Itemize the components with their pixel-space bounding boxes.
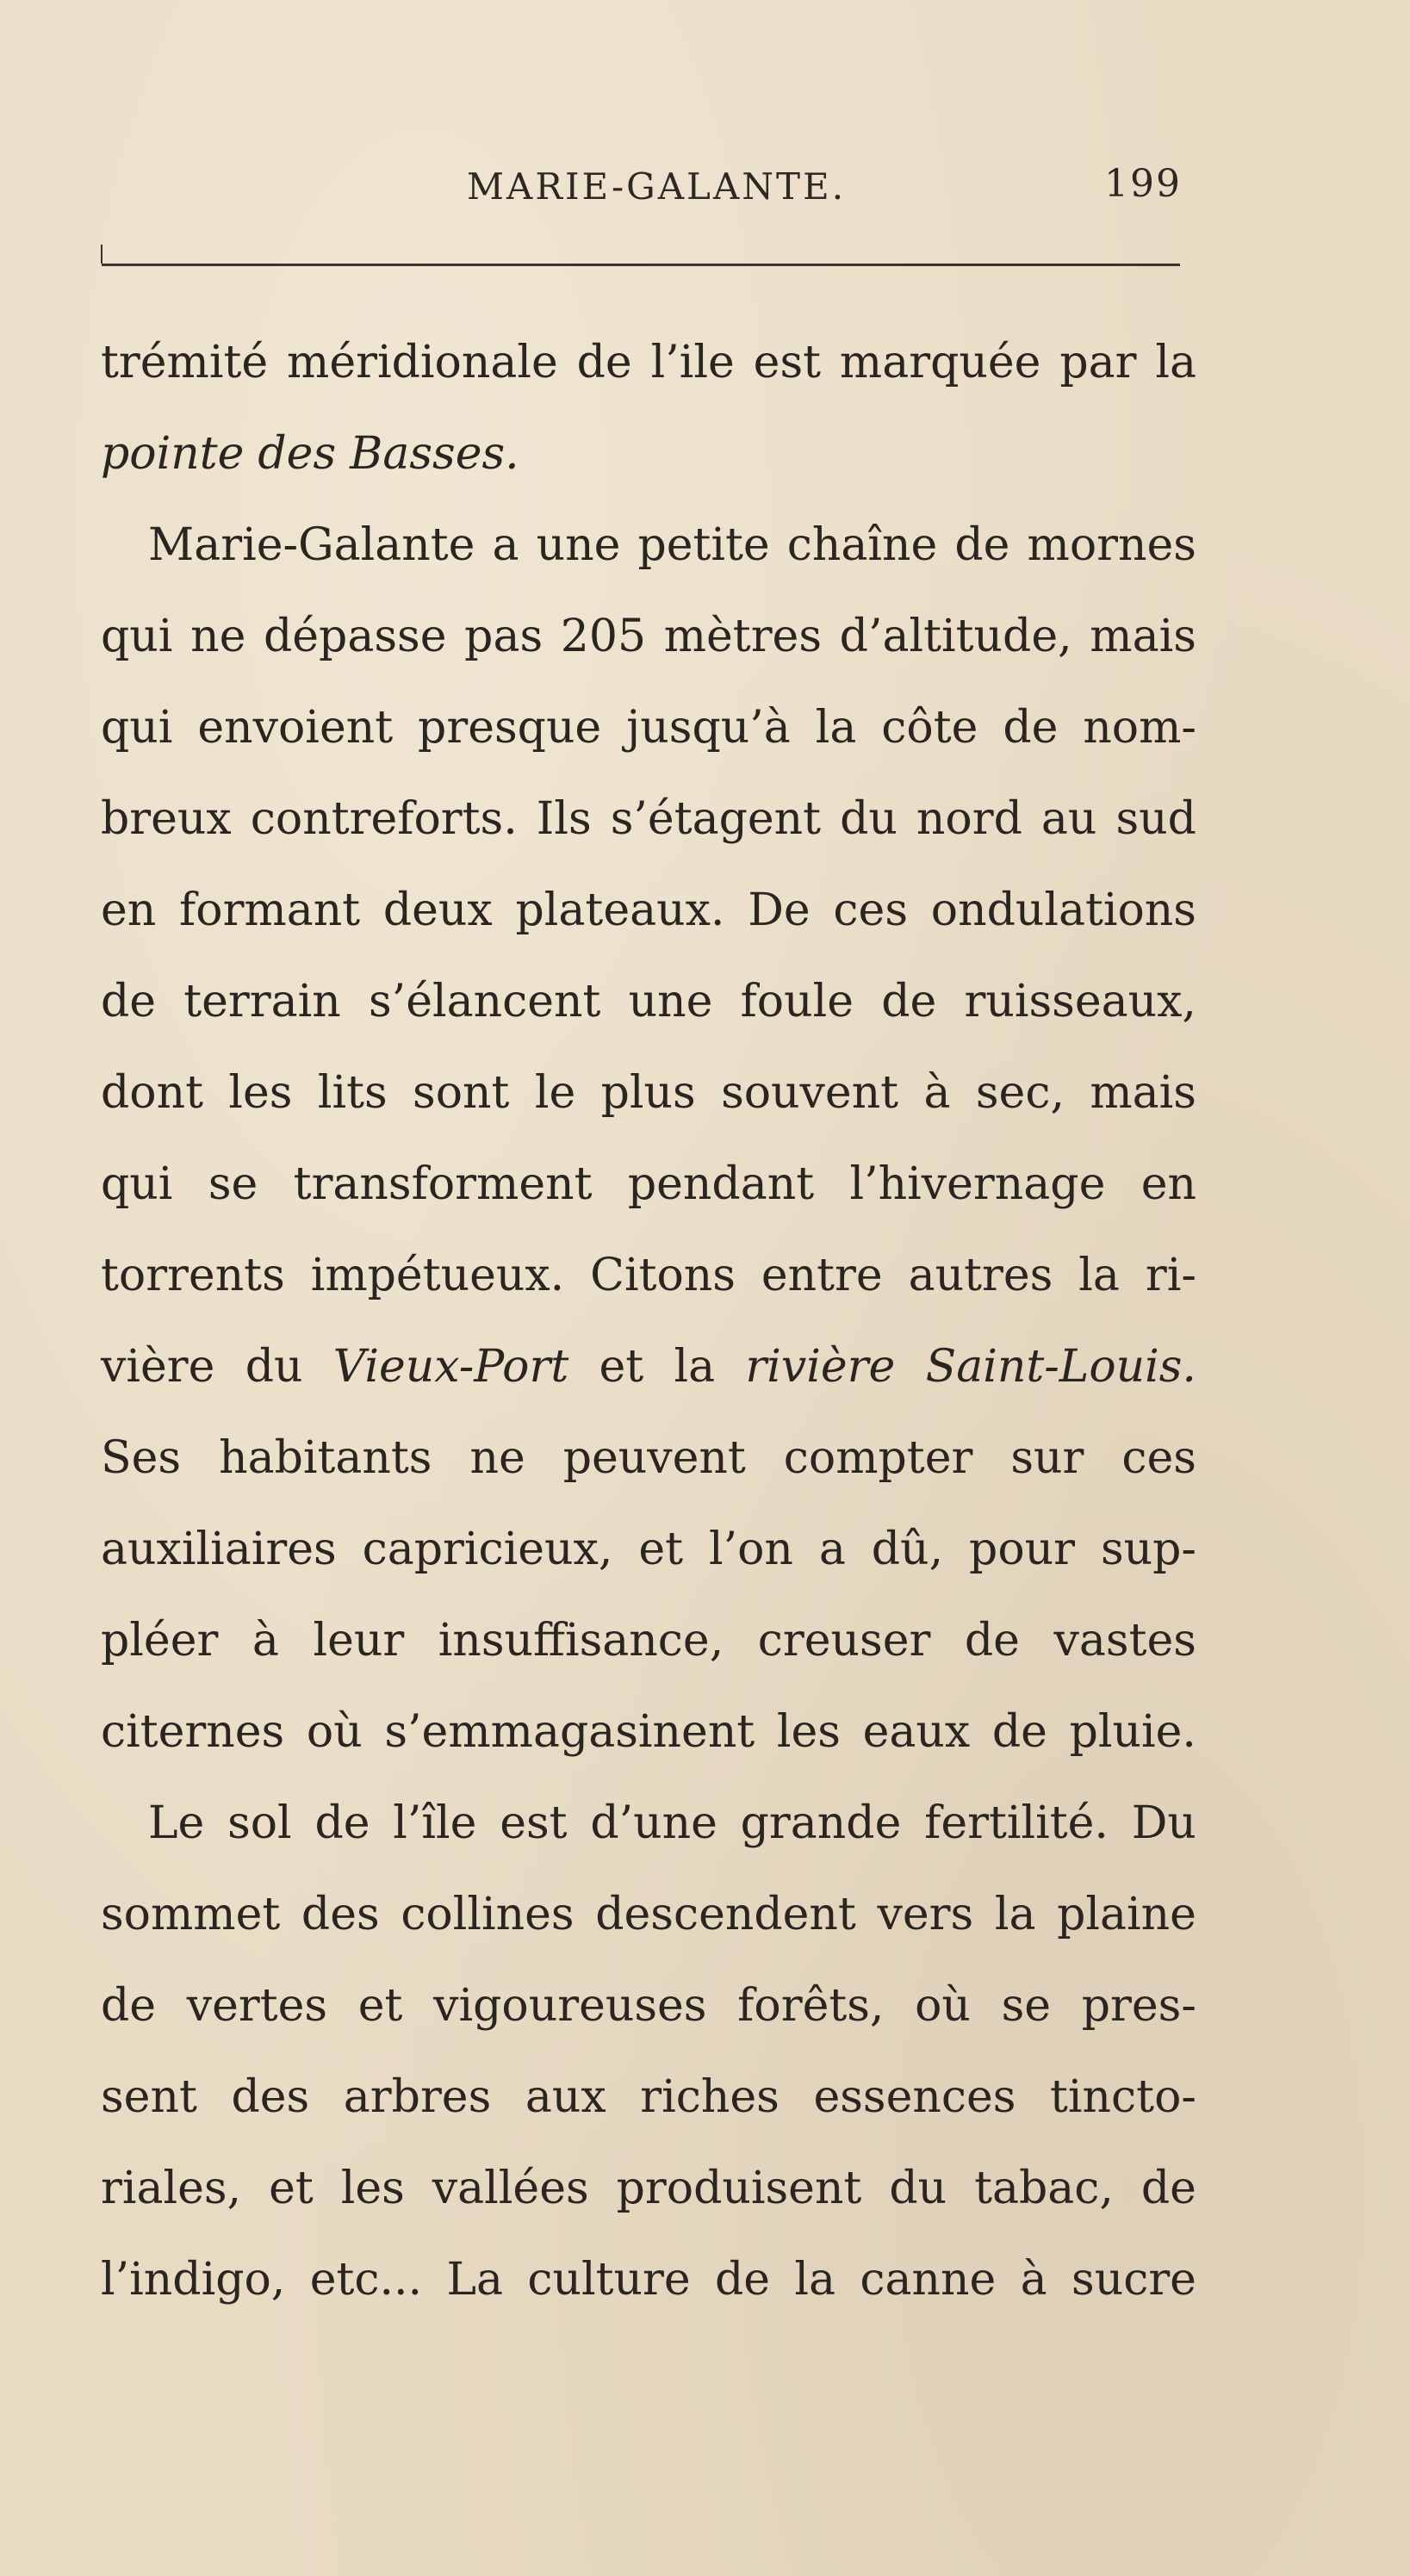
word: plateaux.: [515, 885, 725, 936]
word: en: [1140, 1158, 1196, 1210]
word: ruisseaux,: [964, 976, 1196, 1027]
text-line: [101, 1778, 1196, 1869]
word: de: [1140, 2163, 1196, 2214]
word: qui: [101, 611, 173, 662]
word: sommet: [101, 1889, 281, 1940]
word: sol: [227, 1797, 292, 1849]
word: deux: [382, 885, 493, 936]
word: descendent: [595, 1889, 856, 1940]
word: de: [101, 976, 157, 1027]
text-line: [101, 2234, 1196, 2325]
text-line: [101, 1960, 1196, 2051]
text-line: [101, 682, 1196, 773]
word: à: [252, 1615, 279, 1667]
word: torrents: [101, 1250, 285, 1301]
word: Vieux-Port: [332, 1341, 569, 1393]
word: fertilité.: [924, 1797, 1109, 1849]
word: vers: [877, 1889, 974, 1940]
word: peuvent: [562, 1432, 746, 1484]
word: rivière: [745, 1341, 896, 1393]
word: de: [101, 1980, 157, 2032]
word: vastes: [1053, 1615, 1196, 1667]
word: 205: [560, 611, 647, 662]
word: grande: [740, 1797, 902, 1849]
word: Ses: [101, 1432, 182, 1484]
word: pour: [969, 1524, 1075, 1575]
word: dû,: [871, 1524, 944, 1575]
word: et: [638, 1524, 683, 1575]
word: l’on: [708, 1524, 793, 1575]
word: l’île: [393, 1797, 477, 1849]
word: par: [1059, 337, 1137, 388]
word: les: [776, 1706, 841, 1758]
word: pléer: [101, 1615, 219, 1667]
word: ri-: [1145, 1250, 1196, 1301]
word: Le: [148, 1797, 205, 1849]
word: d’une: [590, 1797, 717, 1849]
word: terrain: [183, 976, 341, 1027]
word: ces: [833, 885, 909, 936]
word: des: [301, 1889, 380, 1940]
word: la: [674, 1341, 716, 1393]
word: a: [492, 519, 519, 571]
word: contreforts.: [250, 793, 518, 845]
word: marquée: [839, 337, 1041, 388]
word: sec,: [975, 1067, 1065, 1119]
word: s’élancent: [368, 976, 601, 1027]
word: riches: [640, 2071, 780, 2123]
word: la: [794, 2254, 836, 2306]
word: de: [954, 519, 1010, 571]
word: formant: [179, 885, 361, 936]
word: trémité: [101, 337, 269, 388]
word: est: [753, 337, 822, 388]
word: arbres: [343, 2071, 492, 2123]
word: essences: [813, 2071, 1016, 2123]
word: du: [245, 1341, 303, 1393]
word: des: [258, 428, 337, 480]
text-line: [101, 1869, 1196, 1960]
word: riales,: [101, 2163, 242, 2214]
word: des: [231, 2071, 310, 2123]
word: Du: [1131, 1797, 1196, 1849]
word: méridionale: [287, 337, 558, 388]
word: Saint-Louis.: [925, 1341, 1196, 1393]
word: creuser: [757, 1615, 931, 1667]
word: forêts,: [737, 1980, 885, 2032]
word: ces: [1121, 1432, 1196, 1484]
word: pres-: [1081, 1980, 1196, 2032]
word: envoient: [197, 702, 394, 754]
word: de: [991, 1706, 1047, 1758]
text-line: [101, 591, 1196, 682]
word: auxiliaires: [101, 1524, 337, 1575]
word: ondulations: [930, 885, 1196, 936]
word: sont: [413, 1067, 510, 1119]
word: sur: [1010, 1432, 1084, 1484]
running-head: [0, 162, 1410, 226]
word: jusqu’à: [626, 702, 791, 754]
header-rule-tick: [101, 245, 102, 264]
word: s’emmagasinent: [384, 1706, 755, 1758]
word: chaîne: [786, 519, 938, 571]
word: et: [269, 2163, 314, 2214]
word: pas: [464, 611, 544, 662]
word: du: [889, 2163, 947, 2214]
word: à: [1020, 2254, 1047, 2306]
word: sent: [101, 2071, 197, 2123]
word: de: [714, 2254, 771, 2306]
text-line: [101, 1686, 1196, 1778]
word: mètres: [663, 611, 823, 662]
word: De: [748, 885, 811, 936]
text-line: [101, 2051, 1196, 2143]
word: leur: [313, 1615, 405, 1667]
word: de: [964, 1615, 1020, 1667]
text-line: [101, 956, 1196, 1047]
word: vertes: [186, 1980, 328, 2032]
word: est: [500, 1797, 568, 1849]
word: breux: [101, 793, 232, 845]
word: l’hivernage: [849, 1158, 1106, 1210]
word: petite: [637, 519, 770, 571]
word: sucre: [1071, 2254, 1196, 2306]
word: une: [628, 976, 713, 1027]
word: La: [446, 2254, 503, 2306]
word: foule: [740, 976, 854, 1027]
text-line: [101, 773, 1196, 865]
text-line: [101, 865, 1196, 956]
word: où: [306, 1706, 363, 1758]
word: une: [536, 519, 621, 571]
text-line: [101, 1595, 1196, 1686]
word: citernes: [101, 1706, 285, 1758]
word: impétueux.: [310, 1250, 565, 1301]
word: sup-: [1100, 1524, 1196, 1575]
word: en: [101, 885, 157, 936]
word: au: [1040, 793, 1097, 845]
word: se: [1001, 1980, 1052, 2032]
text-line: [101, 1504, 1196, 1595]
word: tincto-: [1050, 2071, 1196, 2123]
body-text: [101, 317, 1196, 2325]
word: de: [881, 976, 937, 1027]
word: entre: [761, 1250, 883, 1301]
word: plaine: [1057, 1889, 1196, 1940]
word: eaux: [862, 1706, 971, 1758]
word: ne: [190, 611, 246, 662]
word: canne: [860, 2254, 997, 2306]
word: s’étagent: [610, 793, 822, 845]
word: produisent: [616, 2163, 862, 2214]
word: se: [208, 1158, 258, 1210]
word: dépasse: [264, 611, 447, 662]
text-line: [101, 408, 1196, 500]
word: tabac,: [974, 2163, 1114, 2214]
word: les: [340, 2163, 405, 2214]
word: compter: [783, 1432, 973, 1484]
word: Citons: [590, 1250, 736, 1301]
word: ne: [469, 1432, 525, 1484]
word: Marie-Galante: [148, 519, 475, 571]
word: mais: [1090, 1067, 1196, 1119]
word: vallées: [432, 2163, 589, 2214]
word: de: [314, 1797, 370, 1849]
word: la: [994, 1889, 1036, 1940]
word: Ils: [536, 793, 592, 845]
text-line: [101, 317, 1196, 408]
word: sud: [1115, 793, 1196, 845]
word: dont: [101, 1067, 203, 1119]
word: du: [840, 793, 898, 845]
word: habitants: [219, 1432, 432, 1484]
word: etc...: [309, 2254, 423, 2306]
word: pointe: [101, 428, 245, 480]
word: l’indigo,: [101, 2254, 286, 2306]
word: insuffisance,: [438, 1615, 724, 1667]
word: presque: [418, 702, 602, 754]
word: aux: [525, 2071, 606, 2123]
word: Basses.: [350, 428, 519, 480]
word: transforment: [293, 1158, 593, 1210]
word: à: [923, 1067, 951, 1119]
word: collines: [401, 1889, 575, 1940]
word: souvent: [721, 1067, 899, 1119]
word: le: [534, 1067, 576, 1119]
word: qui: [101, 702, 173, 754]
word: de: [576, 337, 632, 388]
word: d’altitude,: [839, 611, 1072, 662]
word: où: [915, 1980, 971, 2032]
word: et: [357, 1980, 403, 2032]
word: côte: [881, 702, 978, 754]
word: mais: [1090, 611, 1196, 662]
word: qui: [101, 1158, 173, 1210]
word: pendant: [627, 1158, 815, 1210]
word: mornes: [1027, 519, 1196, 571]
word: lits: [317, 1067, 388, 1119]
running-title: MARIE-GALANTE.: [467, 165, 847, 208]
word: la: [1078, 1250, 1120, 1301]
word: et: [599, 1341, 644, 1393]
header-rule: [102, 264, 1180, 266]
text-line: [101, 2143, 1196, 2234]
word: autres: [908, 1250, 1053, 1301]
word: vigoureuses: [433, 1980, 707, 2032]
text-line: [101, 1412, 1196, 1504]
text-line: [101, 1139, 1196, 1230]
text-line: [101, 500, 1196, 591]
text-line: [101, 1047, 1196, 1139]
word: de: [1003, 702, 1059, 754]
text-line: [101, 1321, 1196, 1412]
word: nom-: [1083, 702, 1196, 754]
word: capricieux,: [362, 1524, 613, 1575]
word: plus: [600, 1067, 696, 1119]
page-number: 199: [1104, 162, 1182, 206]
word: l’ile: [650, 337, 735, 388]
word: nord: [916, 793, 1022, 845]
word: les: [228, 1067, 293, 1119]
word: vière: [101, 1341, 215, 1393]
word: pluie.: [1069, 1706, 1196, 1758]
text-line: [101, 1230, 1196, 1321]
word: la: [1155, 337, 1196, 388]
word: la: [815, 702, 857, 754]
word: a: [818, 1524, 846, 1575]
word: culture: [527, 2254, 691, 2306]
